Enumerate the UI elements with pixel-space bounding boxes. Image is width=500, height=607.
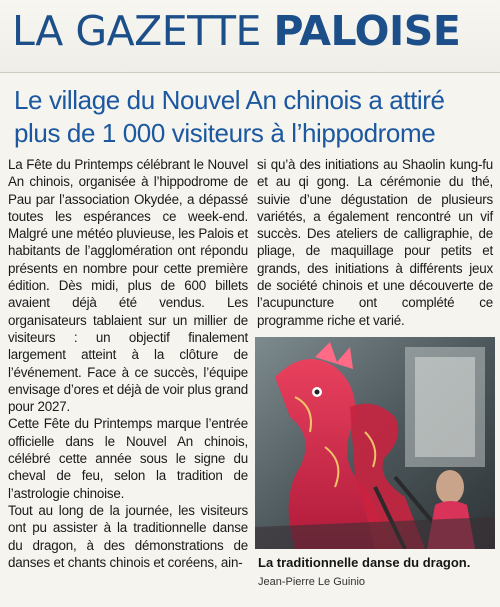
photo-credit: Jean-Pierre Le Guinio: [258, 576, 366, 588]
masthead: [0, 0, 500, 73]
dragon-dance-illustration: [255, 337, 495, 549]
article-column-1: [8, 156, 248, 571]
paragraph-4: si qu’à des initiations au Shaolin kung-fu et au qi gong. La cérémonie du thé, suivie d’une dégustation de plusieurs variétés, a également rencontré un vif succès. Des ateliers de calligraphie, de pliage, de maquillage pour petits et grands, des initiations à différents jeux de société chinois et une découverte de l’acupuncture ont complété ce programme riche et varié.: [257, 157, 493, 328]
newspaper-title-part1: LA GAZETTE: [12, 7, 261, 55]
newspaper-title: [12, 6, 460, 56]
article-column-2: [257, 156, 493, 329]
newspaper-title-part2: PALOISE: [273, 7, 461, 55]
article-headline: Le village du Nouvel An chinois a attiré plus de 1 000 visiteurs à l’hippodrome: [14, 85, 445, 148]
photo-caption: La traditionnelle danse du dragon.: [258, 555, 471, 570]
paragraph-1: La Fête du Printemps célébrant le Nouvel An chinois, organisée à l’hippodrome de Pau par l’association Okydée, a dépassé toutes les espérances ce week-end. Malgré une météo pluvieuse, les Palois et habitants de l’agglomération ont répondu présents en nombre pour cette première édition. Dès midi, plus de 600 billets avaient déjà été vendus. Les organisateurs tablaient sur un millier de visiteurs : un objectif finalement largement atteint à la clôture de l’événement. Face à ce succès, l’équipe envisage d’ores et déjà de voir plus grand pour 2027.: [8, 157, 248, 415]
dragon-dance-photo: [255, 337, 495, 549]
paragraph-2: Cette Fête du Printemps marque l’entrée officielle dans le Nouvel An chinois, célébré cette année sous le signe du cheval de feu, selon la tradition de l’astrologie chinoise.: [8, 416, 248, 501]
paragraph-3: Tout au long de la journée, les visiteurs ont pu assister à la traditionnelle danse du dragon, à des démonstrations de danses et chants chinois et coréens, ain-: [8, 502, 248, 570]
